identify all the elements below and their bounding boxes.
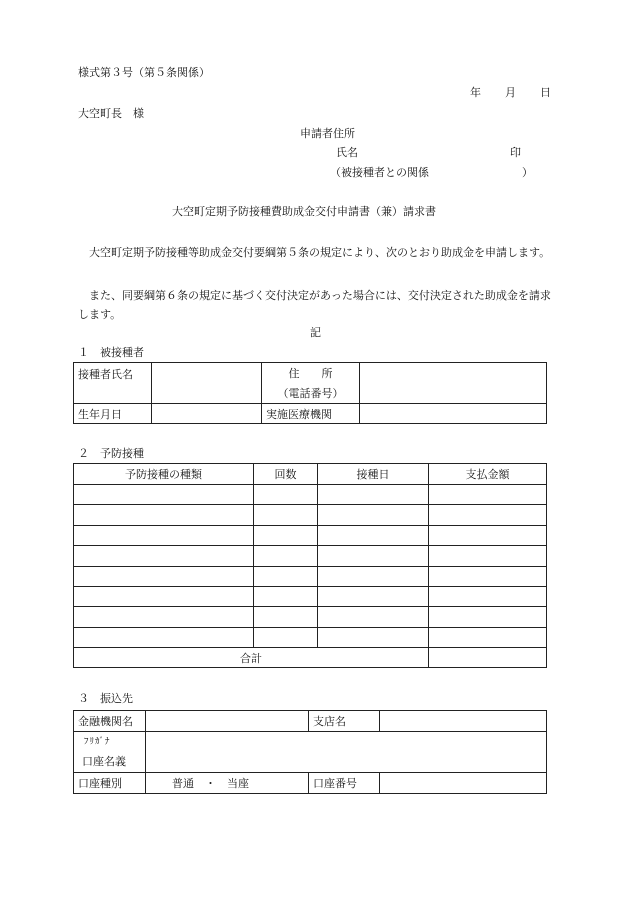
count-cell[interactable] — [254, 627, 318, 647]
vaccine-type-cell[interactable] — [74, 566, 254, 586]
amount-cell[interactable] — [429, 586, 547, 606]
seal-mark: 印 — [510, 146, 521, 159]
birth-date-label: 生年月日 — [74, 404, 152, 424]
amount-cell[interactable] — [429, 546, 547, 566]
table-row — [74, 607, 547, 627]
table-row — [74, 505, 547, 525]
table-row — [74, 566, 547, 586]
count-cell[interactable] — [254, 505, 318, 525]
date-cell[interactable] — [318, 627, 429, 647]
vaccine-type-cell[interactable] — [74, 485, 254, 505]
applicant-name-label: 氏名 — [336, 146, 358, 159]
vaccine-type-cell[interactable] — [74, 546, 254, 566]
date-cell[interactable] — [318, 586, 429, 606]
account-holder-label: 口座名義 — [82, 755, 126, 768]
table-row — [74, 485, 547, 505]
vaccine-type-cell[interactable] — [74, 505, 254, 525]
section2-heading: ２ 予防接種 — [78, 447, 144, 460]
date-cell[interactable] — [318, 505, 429, 525]
account-type-options[interactable]: 普通 ・ 当座 — [146, 773, 309, 794]
bank-name-label: 金融機関名 — [74, 711, 146, 732]
vaccination-table — [73, 463, 547, 668]
total-amount-field[interactable] — [429, 648, 547, 668]
table-row — [74, 525, 547, 545]
body-paragraph-2: また、同要綱第６条の規定に基づく交付決定があった場合には、交付決定された助成金を請求します。 — [78, 289, 551, 321]
account-type-label: 口座種別 — [74, 773, 146, 794]
ki-mark: 記 — [310, 326, 321, 339]
count-cell[interactable] — [254, 485, 318, 505]
section1-heading: １ 被接種者 — [78, 346, 144, 359]
recipient-table — [73, 362, 547, 424]
count-cell[interactable] — [254, 586, 318, 606]
table-row — [74, 627, 547, 647]
section3-heading: ３ 振込先 — [78, 692, 133, 705]
account-number-field[interactable] — [380, 773, 547, 794]
amount-cell[interactable] — [429, 485, 547, 505]
bank-table — [73, 710, 547, 794]
body-paragraph-1: 大空町定期予防接種等助成金交付要綱第５条の規定により、次のとおり助成金を申請します。 — [89, 246, 551, 259]
date-cell[interactable] — [318, 566, 429, 586]
vaccine-type-cell[interactable] — [74, 525, 254, 545]
count-cell[interactable] — [254, 525, 318, 545]
date-cell[interactable] — [318, 546, 429, 566]
branch-label: 支店名 — [309, 711, 380, 732]
bank-name-field[interactable] — [146, 711, 309, 732]
account-number-label: 口座番号 — [309, 773, 380, 794]
recipient-name-field[interactable] — [152, 363, 262, 404]
amount-cell[interactable] — [429, 566, 547, 586]
date-cell[interactable] — [318, 485, 429, 505]
table-row — [74, 546, 547, 566]
header-date: 接種日 — [318, 464, 429, 485]
count-cell[interactable] — [254, 607, 318, 627]
date-year: 年 — [470, 86, 481, 99]
recipient-phone-label: （電話番号） — [262, 384, 360, 404]
vaccine-type-cell[interactable] — [74, 607, 254, 627]
table-row — [74, 586, 547, 606]
total-label: 合計 — [74, 648, 429, 668]
vaccine-type-cell[interactable] — [74, 586, 254, 606]
header-vaccine-type: 予防接種の種類 — [74, 464, 254, 485]
furigana-label: ﾌﾘｶﾞﾅ — [84, 737, 111, 747]
count-cell[interactable] — [254, 566, 318, 586]
form-number: 様式第３号（第５条関係） — [78, 66, 210, 79]
date-month: 月 — [505, 86, 516, 99]
birth-date-field[interactable] — [152, 404, 262, 424]
addressee: 大空町長 様 — [78, 107, 144, 120]
date-day: 日 — [540, 86, 551, 99]
date-cell[interactable] — [318, 607, 429, 627]
branch-field[interactable] — [380, 711, 547, 732]
amount-cell[interactable] — [429, 627, 547, 647]
header-amount: 支払金額 — [429, 464, 547, 485]
recipient-name-label: 接種者氏名 — [74, 363, 152, 404]
recipient-address-label: 住 所 — [262, 363, 360, 384]
amount-cell[interactable] — [429, 505, 547, 525]
recipient-address-field[interactable] — [360, 363, 547, 404]
vaccine-type-cell[interactable] — [74, 627, 254, 647]
document-title: 大空町定期予防接種費助成金交付申請書（兼）請求書 — [172, 205, 436, 218]
account-holder-field[interactable] — [146, 732, 547, 773]
amount-cell[interactable] — [429, 525, 547, 545]
count-cell[interactable] — [254, 546, 318, 566]
relation-label: （被接種者との関係 — [330, 166, 429, 179]
relation-close: ） — [522, 166, 533, 179]
header-count: 回数 — [254, 464, 318, 485]
applicant-address-label: 申請者住所 — [300, 127, 355, 140]
date-cell[interactable] — [318, 525, 429, 545]
account-holder-label-cell — [74, 732, 146, 773]
amount-cell[interactable] — [429, 607, 547, 627]
clinic-field[interactable] — [360, 404, 547, 424]
clinic-label: 実施医療機関 — [262, 404, 360, 424]
